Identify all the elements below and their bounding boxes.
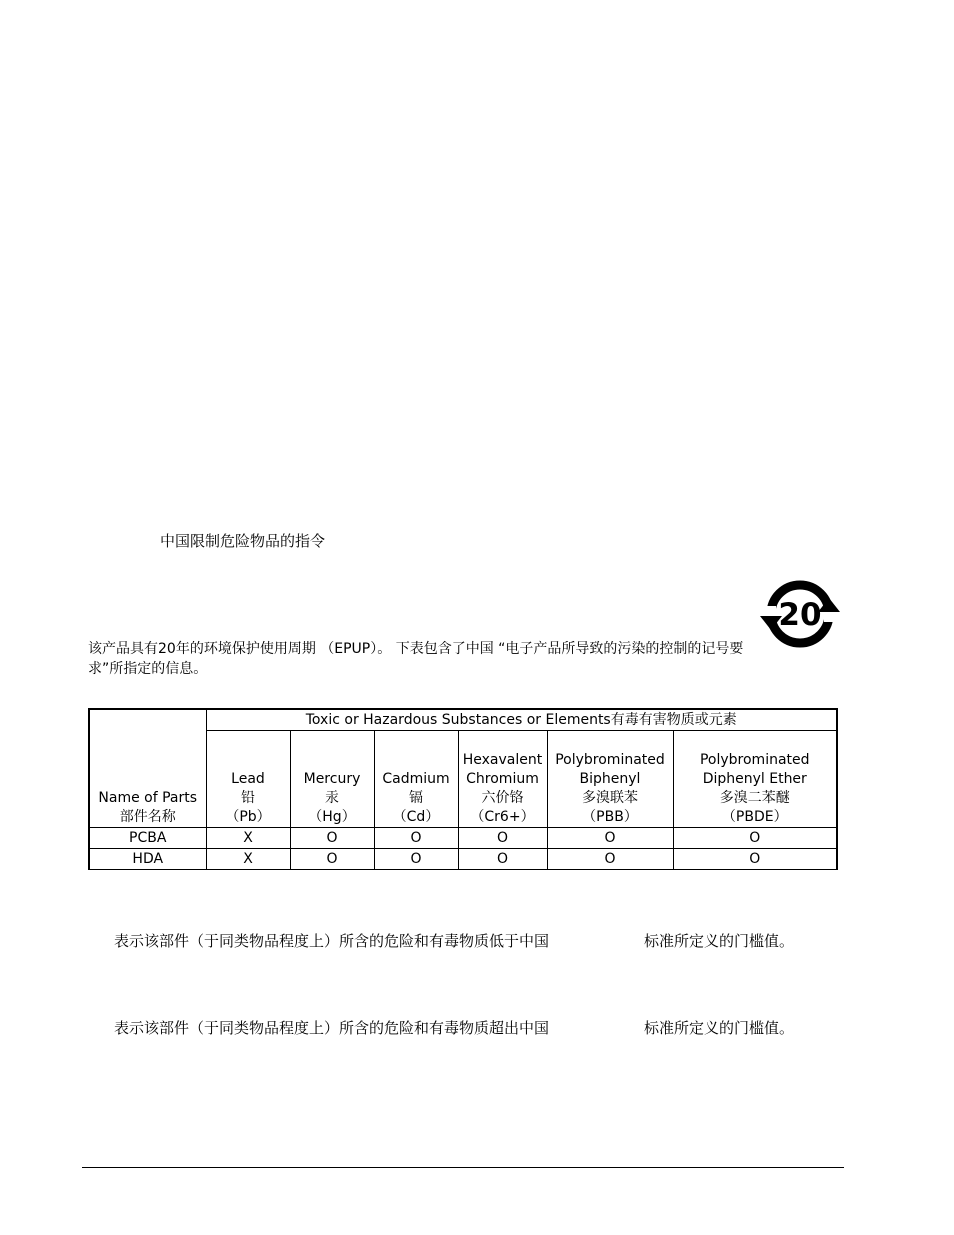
note-above-threshold	[114, 1017, 795, 1038]
page-title: 中国限制危险物品的指令	[160, 532, 326, 550]
column-header-pbb: Polybrominated Biphenyl 多溴联苯 （PBB）	[547, 731, 673, 828]
note-text: 表示该部件（于同类物品程度上）所含的危险和有毒物质超出中国	[114, 1019, 550, 1037]
note-tail: 标准所定义的门槛值。	[644, 932, 795, 950]
hazardous-substances-table	[88, 708, 838, 870]
footer-divider	[82, 1167, 844, 1168]
table-cell: O	[673, 828, 837, 849]
table-cell: O	[458, 849, 547, 870]
column-header-mercury: Mercury 汞 （Hg）	[290, 731, 374, 828]
part-name: HDA	[89, 849, 206, 870]
column-header-hexavalent-chromium: Hexavalent Chromium 六价铬 （Cr6+）	[458, 731, 547, 828]
logo-number: 20	[778, 597, 822, 633]
table-cell: O	[673, 849, 837, 870]
epup-20-recycle-icon	[758, 576, 842, 652]
table-cell: O	[374, 828, 458, 849]
note-below-threshold	[114, 930, 795, 951]
part-name: PCBA	[89, 828, 206, 849]
intro-paragraph: 该产品具有20年的环境保护使用周期 （EPUP）。 下表包含了中国 “电子产品所导致的污染的控制的记号要求”所指定的信息。	[88, 641, 744, 677]
note-text: 表示该部件（于同类物品程度上）所含的危险和有毒物质低于中国	[114, 932, 550, 950]
substances-group-header: Toxic or Hazardous Substances or Elements有毒有害物质或元素	[206, 709, 837, 731]
table-cell: O	[458, 828, 547, 849]
note-tail: 标准所定义的门槛值。	[644, 1019, 795, 1037]
column-header-pbde: Polybrominated Diphenyl Ether 多溴二苯醚 （PBDE）	[673, 731, 837, 828]
name-of-parts-header: Name of Parts 部件名称	[89, 709, 206, 828]
table-cell: X	[206, 828, 290, 849]
table-row	[89, 849, 837, 870]
table-cell: X	[206, 849, 290, 870]
table-row	[89, 828, 837, 849]
table-cell: O	[290, 828, 374, 849]
column-header-cadmium: Cadmium 镉 （Cd）	[374, 731, 458, 828]
column-header-lead: Lead 铅 （Pb）	[206, 731, 290, 828]
table-cell: O	[374, 849, 458, 870]
table-cell: O	[547, 849, 673, 870]
table-cell: O	[290, 849, 374, 870]
table-cell: O	[547, 828, 673, 849]
